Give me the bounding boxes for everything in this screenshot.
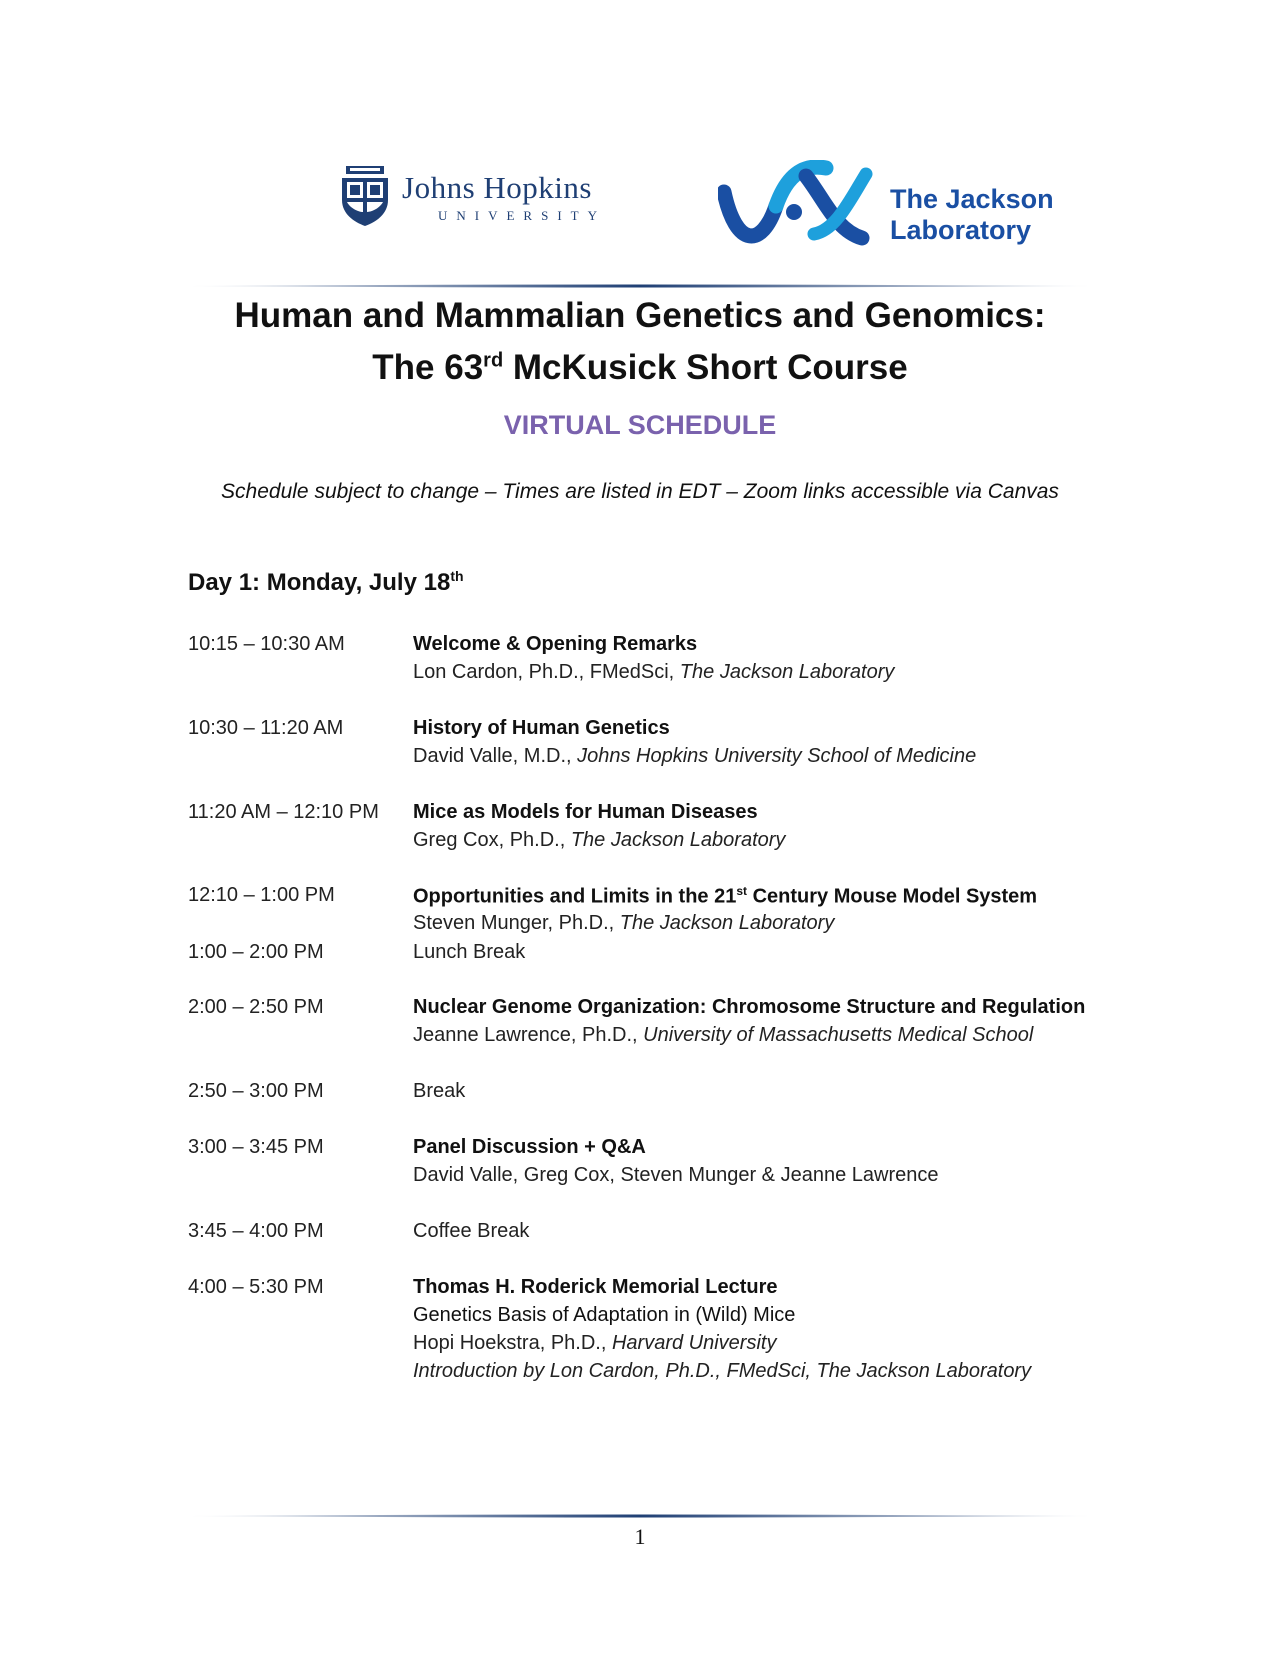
session-time: 4:00 – 5:30 PM	[188, 1276, 324, 1298]
session-time: 3:45 – 4:00 PM	[188, 1220, 324, 1242]
schedule-subtitle: VIRTUAL SCHEDULE	[503, 410, 777, 440]
session-time: 10:30 – 11:20 AM	[188, 717, 344, 739]
session-break: Break	[413, 1080, 466, 1102]
session-time: 3:00 – 3:45 PM	[188, 1136, 324, 1158]
session-time: 1:00 – 2:00 PM	[188, 941, 324, 963]
session-introduction: Introduction by Lon Cardon, Ph.D., FMedSci, The Jackson Laboratory	[413, 1360, 1032, 1382]
jackson-laboratory-logo	[718, 160, 1058, 250]
session-speaker: Steven Munger, Ph.D., The Jackson Laboratory	[413, 912, 835, 934]
footer-divider	[190, 1513, 1090, 1519]
session-time: 10:15 – 10:30 AM	[188, 633, 345, 655]
session-time: 11:20 AM – 12:10 PM	[188, 801, 379, 823]
session-time: 2:00 – 2:50 PM	[188, 996, 324, 1018]
session-title: Panel Discussion + Q&A	[413, 1136, 646, 1158]
session-lecture-title: Genetics Basis of Adaptation in (Wild) Mice	[413, 1304, 796, 1326]
jhu-logo-subtitle: UNIVERSITY	[438, 208, 606, 223]
session-speaker: Greg Cox, Ph.D., The Jackson Laboratory	[413, 829, 786, 851]
session-title: Nuclear Genome Organization: Chromosome Structure and Regulation	[413, 996, 1086, 1018]
session-speaker: Lon Cardon, Ph.D., FMedSci, The Jackson Laboratory	[413, 661, 895, 683]
session-title: Welcome & Opening Remarks	[413, 633, 698, 655]
page-number: 1	[634, 1524, 646, 1549]
jhu-logo-name: Johns Hopkins	[402, 170, 592, 205]
session-time: 12:10 – 1:00 PM	[188, 884, 335, 906]
jhu-shield-icon	[338, 166, 392, 226]
header-divider	[190, 283, 1090, 289]
page-title-line1: Human and Mammalian Genetics and Genomics:	[234, 296, 1046, 335]
schedule-disclaimer: Schedule subject to change – Times are listed in EDT – Zoom links accessible via Canvas	[221, 480, 1059, 503]
session-speaker: David Valle, Greg Cox, Steven Munger & Jeanne Lawrence	[413, 1164, 939, 1186]
session-speaker: Hopi Hoekstra, Ph.D., Harvard University	[413, 1332, 777, 1354]
session-speaker: Jeanne Lawrence, Ph.D., University of Massachusetts Medical School	[413, 1024, 1034, 1046]
session-title: History of Human Genetics	[413, 717, 670, 739]
page-title-line2: The 63rd McKusick Short Course	[372, 348, 908, 387]
session-time: 2:50 – 3:00 PM	[188, 1080, 324, 1102]
jax-mark-icon	[718, 160, 878, 250]
day-heading: Day 1: Monday, July 18th	[188, 568, 464, 596]
session-title: Mice as Models for Human Diseases	[413, 801, 758, 823]
johns-hopkins-logo	[338, 166, 658, 228]
session-break: Coffee Break	[413, 1220, 530, 1242]
session-break: Lunch Break	[413, 941, 526, 963]
jax-logo-name: The Jackson Laboratory	[890, 184, 1054, 245]
session-title: Thomas H. Roderick Memorial Lecture	[413, 1276, 778, 1298]
session-speaker: David Valle, M.D., Johns Hopkins University School of Medicine	[413, 745, 977, 767]
session-title: Opportunities and Limits in the 21st Century Mouse Model System	[413, 884, 1038, 908]
